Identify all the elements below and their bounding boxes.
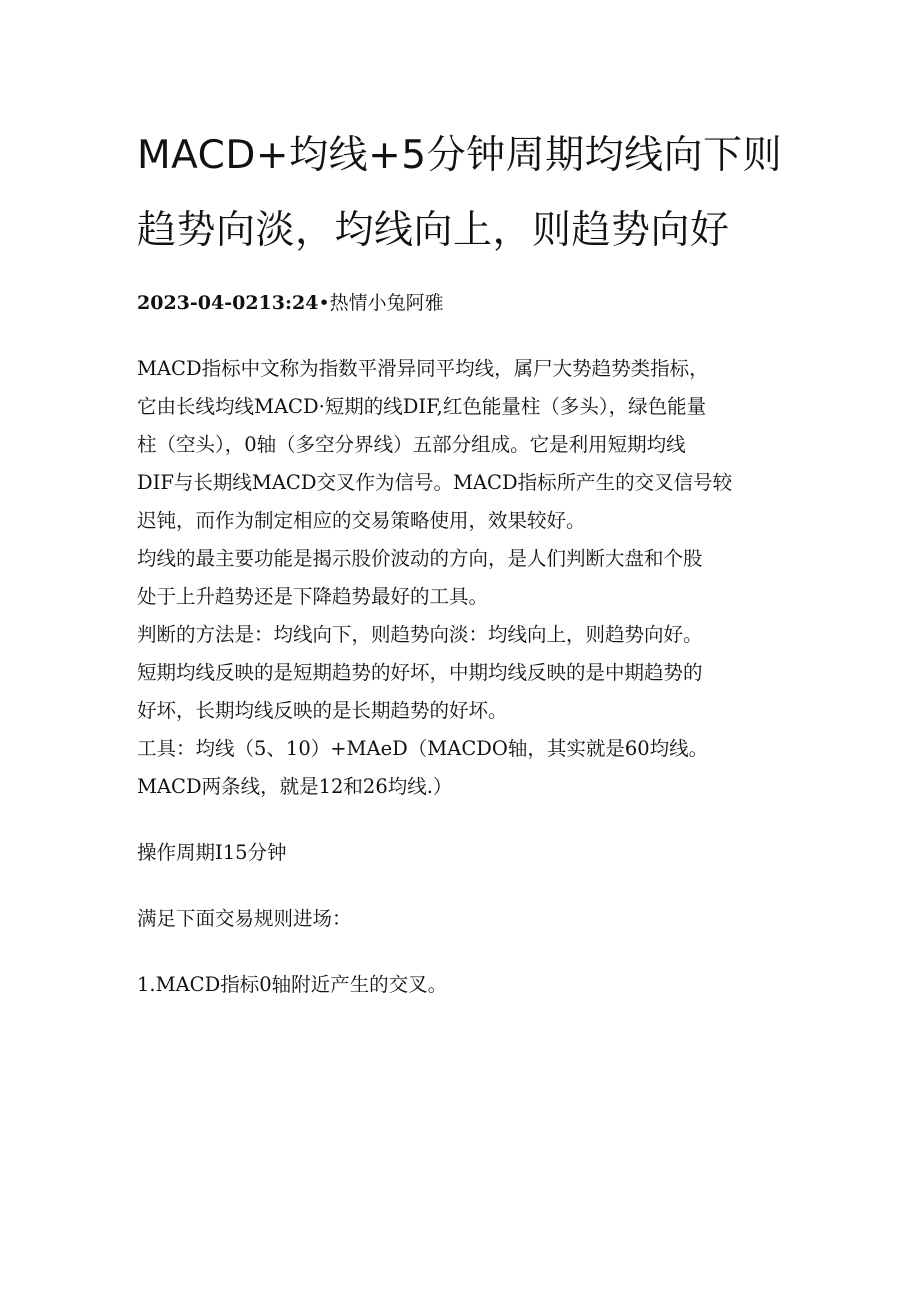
body-line: 满足下面交易规则进场： [137, 907, 352, 930]
body-line: 工具：均线（5、10）+MAeD（MACDO轴，其实就是60均线。 [137, 737, 709, 760]
body-line: MACD两条线，就是12和26均线.） [137, 775, 453, 798]
body-line: 它由长线均线MACD·短期的线DIF,红色能量柱（多头），绿色能量 [137, 395, 707, 418]
meta-separator: • [318, 292, 330, 314]
body-line: 1.MACD指标0轴附近产生的交叉。 [137, 973, 448, 996]
body-line: DIF与长期线MACD交叉作为信号。MACD指标所产生的交叉信号较 [137, 471, 733, 494]
body-line: 判断的方法是：均线向下，则趋势向淡：均线向上，则趋势向好。 [137, 623, 703, 646]
article-title [137, 118, 787, 268]
body-line: 好坏，长期均线反映的是长期趋势的好坏。 [137, 699, 508, 722]
title-line-2: 趋势向淡，均线向上，则趋势向好 [137, 208, 730, 253]
body-line: 迟钝，而作为制定相应的交易策略使用，效果较好。 [137, 509, 586, 532]
body-line: 短期均线反映的是短期趋势的好坏，中期均线反映的是中期趋势的 [137, 661, 703, 684]
body-line: 操作周期I15分钟 [137, 841, 287, 864]
body-line: 处于上升趋势还是下降趋势最好的工具。 [137, 585, 489, 608]
article-body [137, 350, 797, 1004]
publish-datetime: 2023-04-0213:24 [137, 292, 319, 314]
body-line: MACD指标中文称为指数平滑异同平均线，属尸大势趋势类指标， [137, 357, 709, 380]
body-line: 柱（空头），0轴（多空分界线）五部分组成。它是利用短期均线 [137, 433, 686, 456]
author-name: 热情小兔阿雅 [329, 292, 444, 314]
title-line-1: MACD+均线+5分钟周期均线向下则 [137, 133, 783, 178]
article-meta [137, 289, 444, 317]
body-line: 均线的最主要功能是揭示股价波动的方向，是人们判断大盘和个股 [137, 547, 703, 570]
